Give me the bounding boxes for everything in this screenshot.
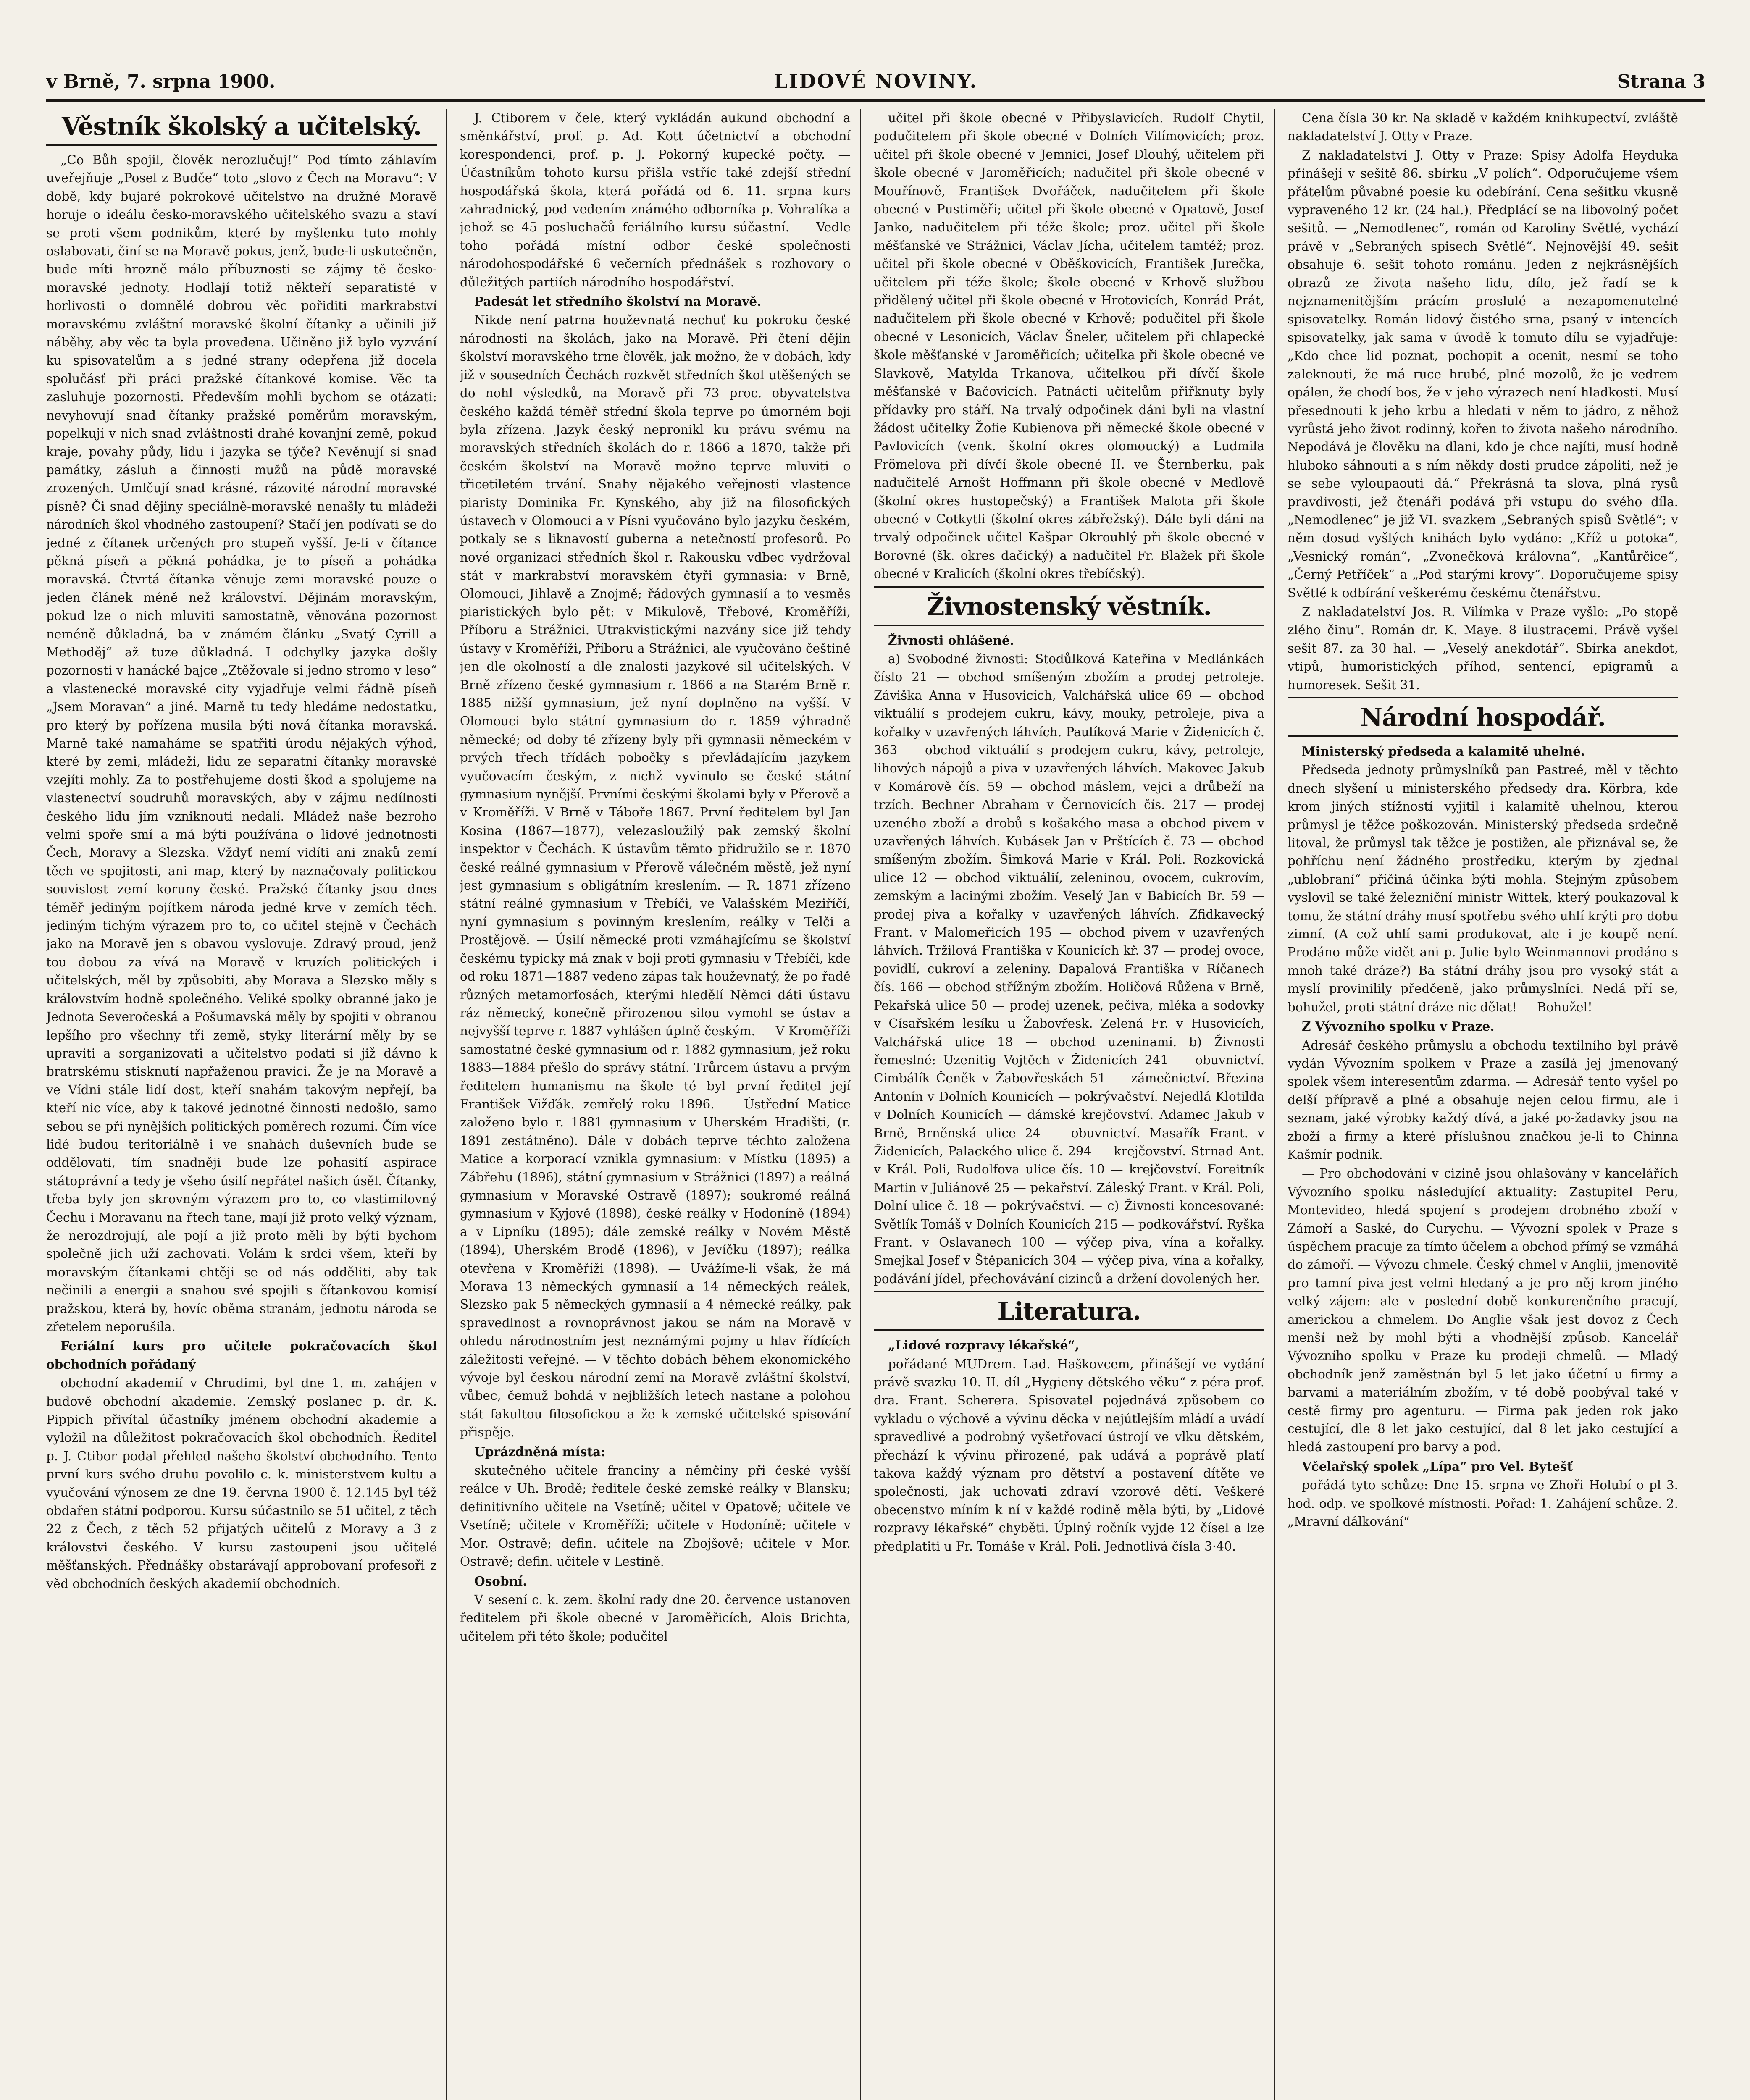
article-paragraph: obchodní akademií v Chrudimi, byl dne 1. m. zahájen v budově obchodní akademie. Zemský poslanec p. dr. K. Pippich přivítal účastníky jménem obchodní akademie a vyložil na důležitost pokračovacích škol obchodních. Ředitel p. J. Ctibor podal přehled našeho školství obchodního. Tento první kurs svého druhu povolilo c. k. ministerstvem kultu a vyučování výnosem ze dne 19. června 1900 č. 12.145 byl též obdařen státní podporou. Kursu súčastnilo se 51 učitel, z těch 22 z Čech, z těch 52 přijatých učitelů z Moravy a 3 z královstvi českého. V kursu zastoupeni jsou učitelé měšťanských. Přednášky obstarávají approbovaní profesoři z věd obchodních českých akademií obchodních. — [46, 1376, 437, 1591]
article-heading: Včelařský spolek „Lípa“ pro Vel. Bytešť — [1302, 1459, 1573, 1474]
column-1 — [46, 109, 437, 2100]
article-paragraph: a) Svobodné živnosti: Stodůlková Kateřina v Medlánkách číslo 21 — obchod smíšeným zbožím a prodej petroleje. Záviška Anna v Husovicích, Valchářská ulice 69 — obchod viktuálií s prodejem cukru, kávy, mouky, petroleje, piva a kořalky v uzavřených láhvích. Paulíková Marie v Židenicích č. 363 — obchod viktuálií s prodejem cukru, kávy, petroleje, lihových nápojů a piva v uzavřených láhvích. Makovec Jakub v Komárově čís. 59 — obchod máslem, vejci a drůbeží na trzích. Bechner Abraham v Černovicích čís. 217 — prodej uzeného zboží a drobů s košakého masa a obchod pivem v uzavřených láhvích. Kubásek Jan v Prštících č. 73 — obchod smíšeným zbožím. Šimková Marie v Král. Poli. Rozkovická ulice 12 — obchod viktuálií, zeleninou, ovocem, cukrovím, zemským a lacinými zbožím. Veselý Jan v Babicích Br. 59 — prodej piva a kořalky v uzavřených láhvích. Zfidkavecký Frant. v Malomeřicích 195 — obchod pivem v uzavřených láhvích. Tržilová Františka v Kounicích kř. 37 — prodej ovoce, povidlí, cukroví a zeleniny. Dapalová Františka v Ríčanech čís. 166 — obchod střížným zbožím. Holičová Růžena v Brně, Pekařská ulice 50 — prodej uzenek, pečiva, mléka a sodovky v Císařském lesíku u Žabovřesk. Zelená Fr. v Husovicích, Valchářská ulice 18 — obchod uzeninami. b) Živnosti řemeslné: Uzenitig Vojtěch v Židenicích 241 — obuvnictví. Cimbálík Čeněk v Žabovřeskách 51 — zámečnictví. Březina Antonín v Dolních Kounicích — pokrývačství. Nejedlá Klotilda v Dolních Kounicích — dámské krejčovství. Adamec Jakub v Brně, Brněnská ulice 24 — obuvnictví. Masařík Frant. v Židenicích, Palackého ulice č. 294 — krejčovství. Strnad Ant. v Král. Poli, Rudolfova ulice čís. 10 — krejčovství. Foreitník Martin v Juliánově 25 — pekařství. Záleský Frant. v Král. Poli, Dolní ulice č. 18 — pokrývačství. — c) Živnosti koncesované: Světlík Tomáš v Dolních Kounicích 215 — podkovářství. Ryška Frant. v Oslavanech 100 — výčep piva, vína a kořalky. Smejkal Josef v Štěpanicích 304 — výčep piva, vína a kořalky, podávání jídel, přechovávání cizinců a držení dovolených her. — [874, 651, 1264, 1286]
article-heading: Ministerský předseda a kalamitě uhelné. — [1302, 744, 1585, 759]
article-heading: Osobní. — [474, 1573, 527, 1588]
section-title-narodni: Národní hospodář. — [1288, 697, 1678, 737]
article-paragraph: pořádané MUDrem. Lad. Haškovcem, přinášejí ve vydání právě svazku 10. II. díl „Hygieny dětského věku“ z péra prof. dra. Frant. Scherera. Spisovatel pojednává způsobem co vykladu o výchově a vývinu děcka v nejútlejším mládí a uvádí spravedlivé a podrobný vyšetřovací ústrojí ve vlku dětském, přechází k vývinu přirozené, pak udává a poprávě platí takova každý význam pro dětství a postavení dítěte ve společnosti, jak uchovati zdraví vzorově dětí. Veškeré obecenstvo míním k ní v každé rodině měla býti, by „Lidové rozpravy lékařské“ chyběti. Úplný ročník vyjde 12 čísel a lze předplatiti u Fr. Tomáše v Král. Poli. Jednotlivá čísla 3·40. — [874, 1357, 1264, 1554]
column-2 — [460, 109, 851, 2100]
article-paragraph: J. Ctiborem v čele, který vykládán aukund obchodní a směnkářství, prof. p. Ad. Kott účetnictví a obchodní korespondenci, prof. p. J. Pokorný kupecké počty. — Účastníkům tohoto kursu přišla vstříc také zdejší střední hospodářská škola, která pořádá od 6.—11. srpna kurs zahradnický, pod vedením známého odborníka p. Vohralíka a jehož se 45 posluchačů feriálního kursu súčastní. — Vedle toho pořádá místní odbor české společnosti národohospodářské 6 večerních přednášek s rozhovory o důležitých partiích národního hospodářství. — [460, 111, 851, 289]
newspaper-title: LIDOVÉ NOVINY. — [774, 70, 978, 92]
article-paragraph: pořádá tyto schůze: Dne 15. srpna ve Zhoři Holubí o pl 3. hod. odp. ve spolkové místnosti. Pořad: 1. Zahájení schůze. 2. „Mravní dálkování“ — [1288, 1478, 1678, 1529]
article-paragraph: Cena čísla 30 kr. Na skladě v každém knihkupectví, zvláště nakladatelství J. Otty v Praze. — [1288, 111, 1678, 144]
article-paragraph: Nikde není patrna houževnatá nechuť ku pokroku české národnosti na školách, jako na Moravě. Při čtení dějin školství moravského trne člověk, jak možno, že v dobách, kdy již v sousedních Čechách rozkvět středních škol utěšených se do nohl výsledků, na Moravě při 73 proc. obyvatelstva českého každá téměř střední škola teprve po úmorném boji byla zřízena. Jazyk český nepronikl ku právu svému na moravských středních školách do r. 1866 a 1870, takže při českém školství na Moravě možno teprve mluviti o třicetiletém trvání. Snahy nějakého veřejnosti vlastence piaristy Dominika Fr. Kynského, aby již na filosofických ústavech v Olomouci a v Písni vyučováno bylo jazyku českém, potkaly se s liknavostí guberna a netečností profesorů. Po nové organizaci středních škol r. Rakousku vdbec vydržoval stát v markrabství moravském čtyři gymnasia: v Brně, Olomouci, Jihlavě a Znojmě; řádových gymnasií a to vesměs piaristických bylo pět: v Mikulově, Třebové, Kroměříži, Příboru a Strážnici. Utrakvistickými nazvány sice již tehdy ústavy v Kroměříži, Příboru a Strážnici, ale vyučováno češtině jen dle okolností a dle znalosti jazykové sil učitelských. V Brně zřízeno české gymnasium r. 1866 a na Starém Brně r. 1885 nižší gymnasium, jež nyní doplněno na vyšší. V Olomouci bylo státní gymnasium do r. 1859 výhradně německé; od doby té zřízeny byly při gymnasii německém v prvých třech třídách pobočky s převládajícím jazykem vyučovacím českým, z nichž vyvinulo se české státní gymnasium nynější. Prvními českými školami byly v Přerově a v Kroměříži. V Brně v Táboře 1867. První ředitelem byl Jan Kosina (1867—1877), velezasloužilý pak zemský školní inspektor v Čechách. K ústavům těmto přidružilo se r. 1870 české reálné gymnasium v Přerově válečném městě, jež nyní jest gymnasium s obligátním kreslením. — R. 1871 zřízeno státní reálné gymnasium v Třebíči, ve Valašském Meziříčí, nyní gymnasium s povinným kreslením, reálky v Telči a Prostějově. — Úsilí německé proti vzmáhajícímu se školství českému typicky má znak v boji proti gymnasiu v Třebíči, kde od roku 1871—1887 vedeno zápas tak houževnatý, že po řadě různých metamorfosách, kterými hledělí Němci dáti ústavu ráz německý, konečně přirozenou silou vymohl se ústav a nejvyšší teprve r. 1887 vyhlášen úplně českým. — V Kroměříži samostatné české gymnasium od r. 1882 gymnasium, jež roku 1883—1884 přešlo do správy státní. Trůrcem ústavu a prvým ředitelem humanismu na škole té byl první ředitel její František Vižďák. zemřelý roku 1896. — Ústřední Matice založeno bylo r. 1881 gymnasium v Uherském Hradišti, (r. 1891 zestátněno). Dále v dobách teprve téchto založena Matice a korporací vznikla gymnasium: v Místku (1895) a Zábřehu (1896), státní gymnasium v Strážnici (1897) a reálná gymnasium v Moravské Ostravě (1897); soukromé reálná gymnasium v Kyjově (1898), české reálky v Hodoníně (1894) a v Lipníku (1895); dále zemské reálky v Novém Městě (1894), Uherském Brodě (1896), v Jevíčku (1897); reálka otevřena v Kroměříži (1898). — Uvážíme-li však, že má Morava 13 německých gymnasií a 14 německých reálek, Slezsko pak 5 německých gymnasií a 4 německé reálky, pak spravedlnost a rovnoprávnost jakou se nám na Moravě v ohledu národnostním jest neznámými pojmy u hlav řídících záležitosti veřejné. — V těchto dobách během ekonomického vývoje byl českou národní zemí na Moravě zvláštní školství, vůbec, čemuž bohdá v nejbližších letech nastane a polohou stát fakultou filosofickou a že k zemské učitelské spisování přispěje. — [460, 313, 851, 1440]
column-divider — [446, 109, 447, 2100]
article-heading: Feriální kurs pro učitele pokračovacích škol obchodních pořádaný — [46, 1339, 437, 1372]
article-heading: Uprázdněná místa: — [474, 1444, 606, 1459]
article-paragraph: — Pro obchodování v cizině jsou ohlašovány v kancelářích Vývozního spolku následující aktuality: Zastupitel Peru, Montevideo, hledá spojení s prodejem drobného zboží v Zámoří a Saské, do Curychu. — Vývozní spolek v Praze s úspěchem pracuje za tímto účelem a obchod přímý se vzmáhá do zámoří. — Vývozu chmele. Český chmel v Anglii, jmenovitě pro tamní piva jest velmi hledaný a je pro něj krom jiného velký zájem: ale v poslední době konkurenčního pracují, americkou a chmelem. Do Anglie však jest dovoz z Čech menší než by mohl býti a vhodnější způsob. Kancelář Vývozního spolku v Praze ku prodeji chmelů. — Mladý obchodník jenž zaměstnán byl 5 let jako účetní u firmy a barvami a materiálním zbožím, v té době poobýval také v cestě firmy pro agenturu. — Firma pak jeden rok jako cestující, dle 8 let jako cestující, dal 8 let jako cestující a hledá zastoupení pro barvy a pod. — [1288, 1166, 1678, 1454]
article-paragraph: Adresář českého průmyslu a obchodu textilního byl právě vydán Vývozním spolkem v Praze a zasílá jej jmenovaný spolek všem interesentům zdarma. — Adresář tento vyšel po delší přípravě a plné a obsahuje nejen celou firmu, ale i seznam, jaké výrobky každý dívá, a jaké po-žadavky jsou na zboží a firmy a které příslušnou značkou je-li to Chinna Kašmír podnik. — [1288, 1038, 1678, 1162]
column-4 — [1288, 109, 1678, 2100]
section-title-vestnik: Věstník školský a učitelský. — [46, 112, 437, 146]
column-divider — [1274, 109, 1275, 2100]
article-heading: „Lidové rozpravy lékařské“, — [888, 1338, 1080, 1353]
column-3 — [874, 109, 1264, 2100]
article-paragraph: Předseda jednoty průmyslníků pan Pastreé, měl v těchto dnech slyšení u ministerského předsedy dra. Körbra, kde krom jiných stížností vyjitil i kalamitě uhelnou, kterou průmysl je těžce poškozován. Ministerský předseda srdečně litoval, že průmysl tak těžce je postižen, ale přiznával se, že pohříchu není žádného prostředku, kterým by zjednal „ublobraní“ příčiná účinka býti mohla. Stejným způsobem vyslovil se také železniční ministr Wittek, který poukazoval k tomu, že státní dráhy musí spotřebu svého uhlí krýti pro dobu zimní. (A což uhlí sami produkovat, ale i je koupě není. Prodáno může vidět ani p. Julie bylo Weinmannovi prodáno s mnoh také dráze?) Ba státní dráhy jsou pro vysoký stát a myslí provinilily předčeně, jako průmyslníci. Nedá pří se, bohužel, proti státní dráze nic dělat! — Bohužel! — [1288, 763, 1678, 1014]
issue-date: v Brně, 7. srpna 1900. — [46, 71, 276, 92]
article-paragraph: Z nakladatelství Jos. R. Vilímka v Praze vyšlo: „Po stopě zlého činu“. Román dr. K. Maye. 8 ilustracemi. Právě vyšel sešit 87. za 30 hal. — „Veselý anekdotář“. Sbírka anekdot, vtipů, humoristických příhod, sentencí, epigramů a humoresek. Sešit 31. — [1288, 604, 1678, 692]
article-paragraph: „Co Bůh spojil, člověk nerozlučuj!“ Pod tímto záhlavím uveřejňuje „Posel z Budče“ toto „slovo z Čech na Moravu“: V době, kdy bujaré pokrokové učitelstvo na družné Moravě horuje o ideálu česko-moravského učitelského svazu a staví se proti všem podnikům, které by myšlenku tuto mohly oslabovati, činí se na Moravě pokus, jenž, bude-li uskutečněn, bude míti hrozně málo příbuznosti se zájmy tě česko-moravské jednoty. Hodlají totiž někteří separatisté v horlivosti o domnělé dobrou věc pořiditi markrabství moravskému zvláštní moravské školní čítanky a učinili již náběhy, aby věc ta byla provedena. Učiněno již bylo vyzvání ku spisovatelům a s jedné strany odepřena již docela spolučásť při práci pražské čítankové komise. Věc ta zasluhuje pozornosti. Především mohli bychom se otázati: nevyhovují snad čítanky pražské poměrům moravským, popelkují v nich snad zvláštnosti drahé kovanjní země, pokud kraje, povahy půdy, lidu i jazyka se týče? Nevěnují si snad památky, zásluh a činnosti mužů na půdě moravské zrozených. Umlčují snad krásné, rázovité národní moravské písně? Či snad dějiny speciálně-moravské nenašly tu mládeži národních škol vhodného zastoupení? Stačí jen podívati se do jedné z čítanek určených pro stupeň vyšší. Je-li v čítance pěkná píseň a pěkná pohádka, je to píseň a pohádka moravská. Čtvrtá čítanka věnuje zemi moravské pouze o jeden článek méně než království. Dějinám moravským, pokud lze o nich mluviti samostatně, věnována pozornost neméně důkladná, ba v známém článku „Svatý Cyrill a Methoděj“ až tuze důkladná. I odchylky jazyka došly pozornosti v hanácké bajce „Ztěžovale si jedno stromo v leso“ a vlastenecké moravské city vyjadřuje velmi řádně píseň „Jsem Moravan“ a jiné. Marně tu tedy hledáme nedostatku, pro který by pořízena musila býti nová čítanka moravská. Marně také namaháme se spatřiti úrodu nějakých výhod, které by zemi, mládeži, lidu ze separatní čítanky moravské vzejíti mohly. Za to postřehujeme dosti škod a spolujeme na vlastenectví soudruhů moravských, aby v zájmu nedílnosti českého lidu jím vzniknouti nedali. Mládež naše bezroho velmi spoře smí a má býti používána o lidové jednotnosti Čech, Moravy a Slezska. Vždyť nemí vidíti ani znaků zemí těch ve spojitosti, ani map, který by naznačovaly politickou souvislost zemí koruny české. Pražské čítanky jsou dnes téměř jediným pojítkem národa jedné krve v zemích těch. jediným tichým výrazem pro to, co učitel stejně v Čechách jako na Moravě jen s obavou vyslovuje. Zdravý proud, jenž tou dobou za vívá na Moravě v kruzích politických i učitelských, měl by způsobiti, aby Morava a Slezsko měly s královstvím hodně společného. Veliké spolky obranné jako je Jednota Severočeská a Pošumavská měly by spojiti v obranou lepšího pro všechny tři země, styky literární měly by se upraviti a sorganizovati a učitelstvo podati si již dávno k bratrskému stisknutí napřaženou pravici. Že je na Moravě a ve Vídni stále lidí dost, kteří snahám takovým nepřejí, ba kteří nic více, aby k takové jednotné činnosti nedošlo, samo sebou se při nynějších politických poměrech rozumí. Čím více lidé budou teritoriálně i ve snahách duševních bude se oddělovati, tím snadněji bude lze pohasití aspirace státoprávní a tedy je všeho úsilí nepřátel našich úsěl. Čítanky, třeba byly jen skrovným výrazem pro to, co vlastimilovný Čechu i Moravanu na řtech tane, mají již proto velký význam, že nerozdrojují, ale pojí a již proto měli by býti bychom společně jich uží zachovati. Volám k srdci všem, kteří by moravským čítankami chtěji se od nás odděliti, aby tak nečinili a energii a snahou své spojili s čítankovou komisí pražskou, která by, hovíc oběma stranám, jednotu národa se zřetelem neporušila. — [46, 153, 437, 1334]
article-heading: Z Vývozního spolku v Praze. — [1302, 1019, 1495, 1034]
newspaper-header — [46, 63, 1705, 102]
page-number: Strana 3 — [1617, 71, 1705, 92]
article-heading: Živnosti ohlášené. — [888, 633, 1014, 648]
article-paragraph: skutečného učitele franciny a němčiny při české vyšší reálce v Uh. Brodě; ředitele české zemské reálky v Blansku; definitivního učitele na Vsetíně; učitel v Opatově; učitele ve Vsetíně; učitele v Kroměříži; učitele v Hodoníně; učitele v Mor. Ostravě; defin. učitele na Zbojšově; učitele v Mor. Ostravě; defin. učitele v Lestině. — [460, 1463, 851, 1569]
column-divider — [860, 109, 861, 2100]
article-paragraph: Z nakladatelství J. Otty v Praze: Spisy Adolfa Heyduka přinášejí v sešitě 86. sbírku „V polích“. Odporučujeme všem přátelům půvabné poesie ku odebírání. Cena sešitku vkusně vypraveného 12 kr. (24 hal.). Předplácí se na libovolný počet sešitů. — „Nemodlenec“, román od Karoliny Světlé, vychází právě v „Sebraných spisech Světlé“. Nejnovější 49. sešit obsahuje 6. sešit tohoto románu. Jeden z nejkrásnějších obrazů ze života našeho lidu, dílo, jež řadí se k nejznamenitějším prácím proslulé a nezapomenutelné spisovatelky. Román lidový čistého srna, psaný v intencích spisovatelky, jak sama v úvodě k tomuto dílu se vyjadřuje: „Kdo chce lid poznat, pochopit a ocenit, nesmí se toho zaleknouti, že má ruce hrubé, plné mozolů, že je vedrem opálen, že chodí bos, že v jeho výrazech není hladkosti. Musí přesednouti k jeho krbu a hledati v něm to jádro, z něhož vyrůstá jeho život rodinný, kořen to života našeho národního. Nepodává je člověku na dlani, kdo je chce najíti, musí hodně hluboko sáhnouti a s ním někdy dosti prudce zápoliti, než je se sebe vyloupaouti dá.“ Překrásná ta slova, plná rysů pravdivosti, jež čtenáři podává při vstupu do svého díla. „Nemodlenec“ je již VI. svazkem „Sebraných spisů Světlé“; v něm dosud vyšlých knihách bylo vydáno: „Kříž u potoka“, „Vesnický román“, „Zvonečková královna“, „Kantůrčice“, „Černý Petříček“ a „Pod starými krovy“. Doporučujeme spisy Světlé k odbírání veškerému českému čtenářstvu. — [1288, 148, 1678, 600]
article-paragraph: učitel při škole obecné v Přibyslavicích. Rudolf Chytil, podučitelem při škole obecné v Dolních Vilímovicích; proz. učitel při škole obecné v Jemnici, Josef Dlouhý, učitelem při škole obecné v Jaroměřicích; nadučitel při škole obecné v Mouřínově, František Dvořáček, nadučitelem při škole obecné v Pustiměři; učitel při škole obecné v Opatově, Josef Janko, nadučitelem při téže škole; proz. učitel při škole měšťanské ve Strážnici, Václav Jícha, učitelem tamtéž; proz. učitel při škole obecné v Oběškovicích, František Jurečka, učitelem při téže škole; škole obecné v Krhově službou přidělený učitel při škole obecné v Hrotovicích, Konrád Prát, nadučitelem při škole obecné v Krhově; podučitel při škole obecné v Lesonicích, Václav Šneler, učitelem při chlapecké škole měšťanské v Jaroměřicích; učitelka při škole obecné ve Slavkově, Matylda Trkanova, učitelkou při dívčí škole měšťanské v Bačovicích. Patnácti učitelům přiřknuty byly přídavky pro stáří. Na trvalý odpočinek dáni byli na vlastní žádost učitelky Žofie Kubienova při německé škole obecné v Pavlovicích (venk. školní okres olomoucký) a Ludmila Frömelova při dívčí škole obecné II. ve Šternberku, pak nadučitelé Arnošt Hoffmann při škole obecné v Medlově (školní okres hustopečský) a František Malota při škole obecné v Cotkytli (školní okres zábřežský). Dále byli dáni na trvalý odpočinek učitel Kašpar Okrouhlý při škole obecné v Borovné (šk. okres dačický) a nadučitel Fr. Blažek při škole obecné v Kralicích (školní okres třebíčský). — [874, 111, 1264, 581]
section-title-zivnostensky: Živnostenský věstník. — [874, 586, 1264, 626]
section-title-literatura: Literatura. — [874, 1291, 1264, 1331]
article-paragraph: V sesení c. k. zem. školní rady dne 20. července ustanoven ředitelem při škole obecné v Jaroměřicích, Alois Brichta, učitelem při této škole; podučitel — [460, 1592, 851, 1643]
article-heading: Padesát let středního školství na Moravě. — [474, 294, 762, 309]
